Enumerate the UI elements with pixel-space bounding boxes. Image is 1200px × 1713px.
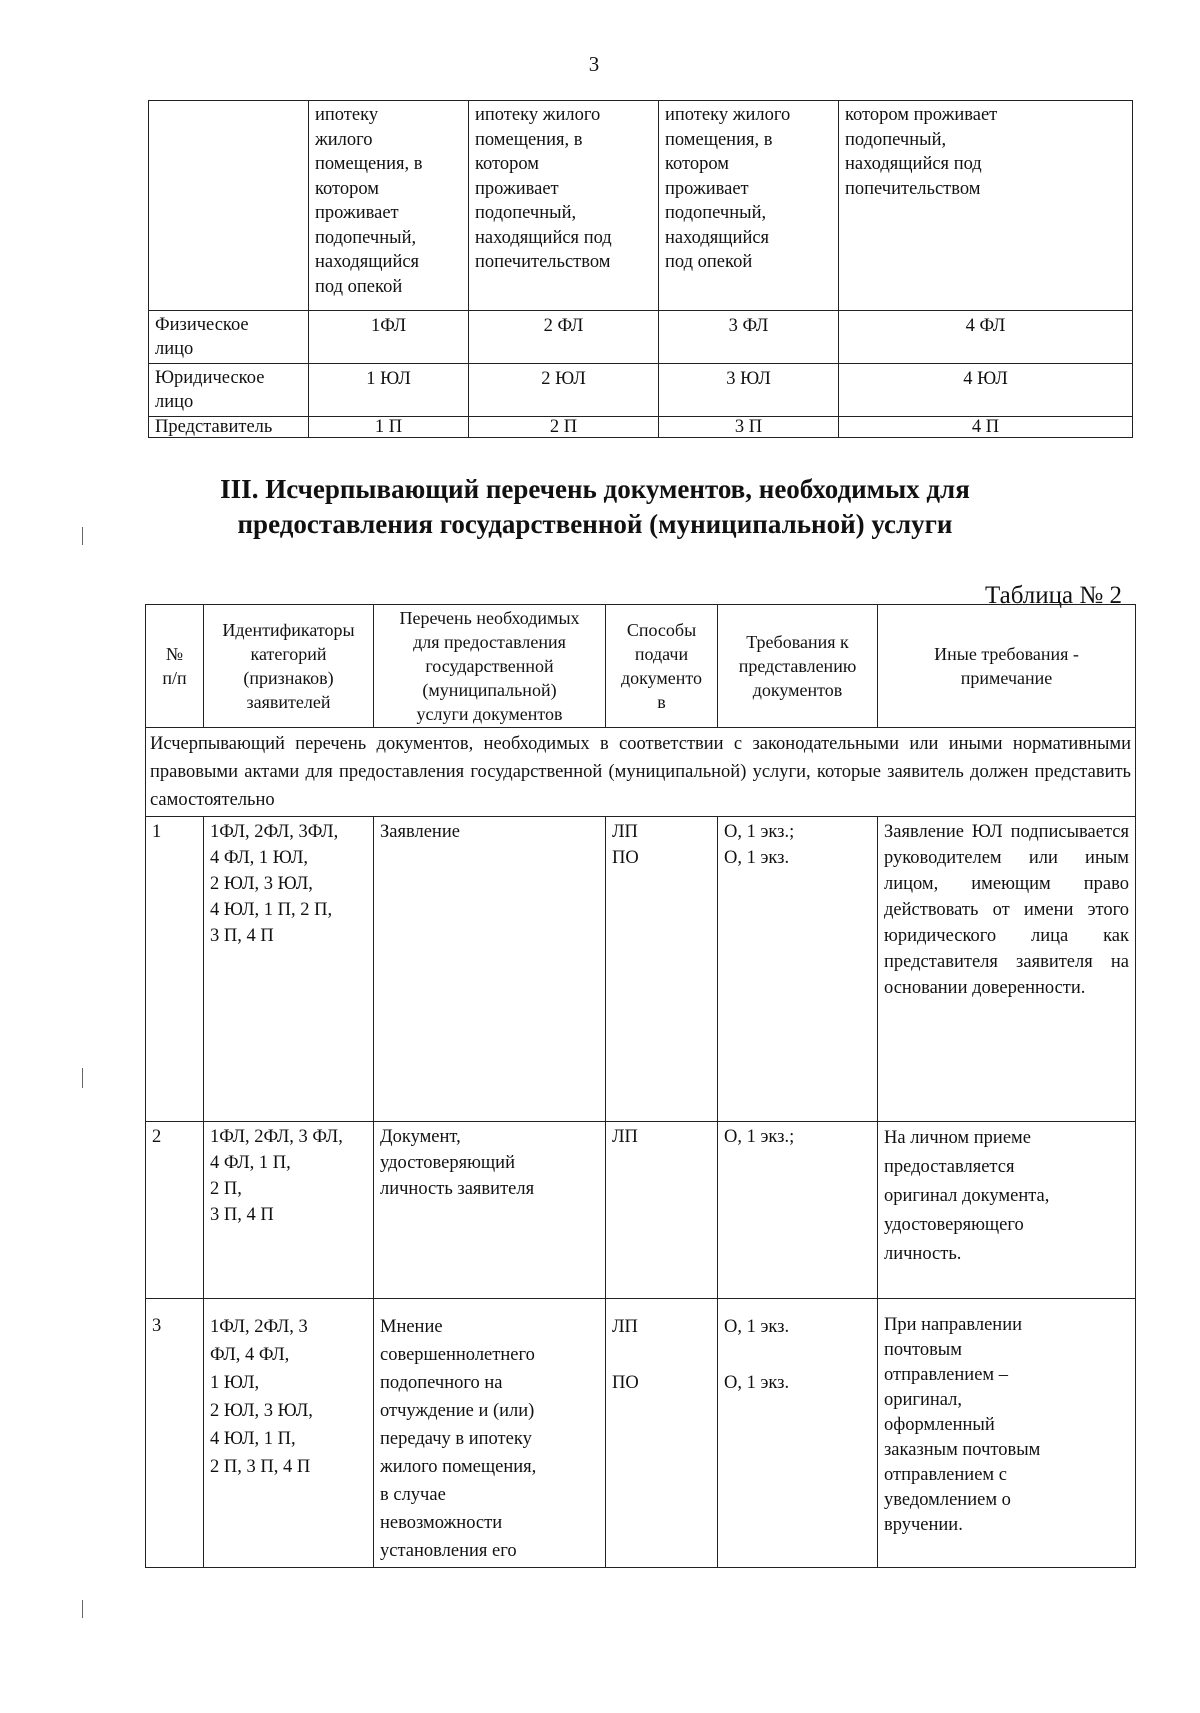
table-cell: 1 ЮЛ [309,364,469,417]
section-row-text: Исчерпывающий перечень документов, необходимых в соответствии с законодательными или иными нормативными правовыми актами для предоставления государственной (муниципальной) услуги, которые заявитель должен представить самостоятельно [146,728,1136,817]
submission-methods: ЛП ПО [606,817,718,1122]
column-header: Перечень необходимых для предоставления государственной (муниципальной) услуги документов [374,605,606,728]
table-row [146,1122,1136,1299]
table-cell: ипотеку жилого помещения, в котором проживает подопечный, находящийся под опекой [659,101,839,311]
applicant-ids: 1ФЛ, 2ФЛ, 3 ФЛ, 4 ФЛ, 1 ЮЛ, 2 ЮЛ, 3 ЮЛ, 4 ЮЛ, 1 П, 2 П, 3 П, 4 П [204,1299,374,1568]
identifiers-table [148,100,1133,438]
margin-mark [82,1068,83,1088]
table-row [146,1299,1136,1568]
margin-mark [82,527,83,545]
submission-requirements: О, 1 экз.; [718,1122,878,1299]
section-row [146,728,1136,817]
table-cell: 4 ФЛ [839,311,1133,364]
row-number: 3 [146,1299,204,1568]
table-row [149,364,1133,417]
table-header-row [146,605,1136,728]
table-cell: 3 ФЛ [659,311,839,364]
column-header: Идентификаторы категорий (признаков) заявителей [204,605,374,728]
document-name: Документ, удостоверяющий личность заявителя [374,1122,606,1299]
column-header: Требования к представлению документов [718,605,878,728]
row-label: Физическое лицо [149,311,309,364]
row-number: 2 [146,1122,204,1299]
table-cell: 3 П [659,417,839,438]
notes: При направлении почтовым отправлением – оригинал, оформленный заказным почтовым отправлением с уведомлением о вручении. [878,1299,1136,1568]
table-caption: Таблица № 2 [984,582,1122,609]
table-cell: 1ФЛ [309,311,469,364]
documents-table [145,604,1136,1568]
table-row [149,417,1133,438]
row-number: 1 [146,817,204,1122]
row-label: Юридическое лицо [149,364,309,417]
table-cell: 2 ЮЛ [469,364,659,417]
table-row [146,817,1136,1122]
column-header: Способы подачи документо в [606,605,718,728]
notes: На личном приеме предоставляется оригинал документа, удостоверяющего личность. [878,1122,1136,1299]
applicant-ids: 1ФЛ, 2ФЛ, 3ФЛ, 4 ФЛ, 1 ЮЛ, 2 ЮЛ, 3 ЮЛ, 4 ЮЛ, 1 П, 2 П, 3 П, 4 П [204,817,374,1122]
submission-methods: ЛП ПО [606,1299,718,1568]
table-cell: ипотеку жилого помещения, в котором проживает подопечный, находящийся под опекой [309,101,469,311]
submission-requirements: О, 1 экз. О, 1 экз. [718,1299,878,1568]
table-cell: 2 ФЛ [469,311,659,364]
page-number: 3 [588,52,600,76]
section-heading: III. Исчерпывающий перечень документов, необходимых для предоставления государственной (муниципальной) услуги [220,474,970,539]
table-row [149,101,1133,311]
margin-mark [82,1600,83,1618]
table-cell: 3 ЮЛ [659,364,839,417]
table-cell: 4 ЮЛ [839,364,1133,417]
submission-methods: ЛП [606,1122,718,1299]
table-cell: 4 П [839,417,1133,438]
column-header: № п/п [146,605,204,728]
submission-requirements: О, 1 экз.; О, 1 экз. [718,817,878,1122]
notes: Заявление ЮЛ подписывается руководителем или иным лицом, имеющим право действовать от имени этого юридического лица как представителя заявителя на основании доверенности. [878,817,1136,1122]
table-cell: ипотеку жилого помещения, в котором проживает подопечный, находящийся под попечительством [469,101,659,311]
row-label: Представитель [149,417,309,438]
table-cell: 1 П [309,417,469,438]
document-name: Заявление [374,817,606,1122]
column-header: Иные требования - примечание [878,605,1136,728]
table-cell: 2 П [469,417,659,438]
applicant-ids: 1ФЛ, 2ФЛ, 3 ФЛ, 4 ФЛ, 1 П, 2 П, 3 П, 4 П [204,1122,374,1299]
table-cell: котором проживает подопечный, находящийся под попечительством [839,101,1133,311]
table-cell [149,101,309,311]
table-row [149,311,1133,364]
document-name: Мнение совершеннолетнего подопечного на отчуждение и (или) передачу в ипотеку жилого помещения, в случае невозможности установления его [374,1299,606,1568]
